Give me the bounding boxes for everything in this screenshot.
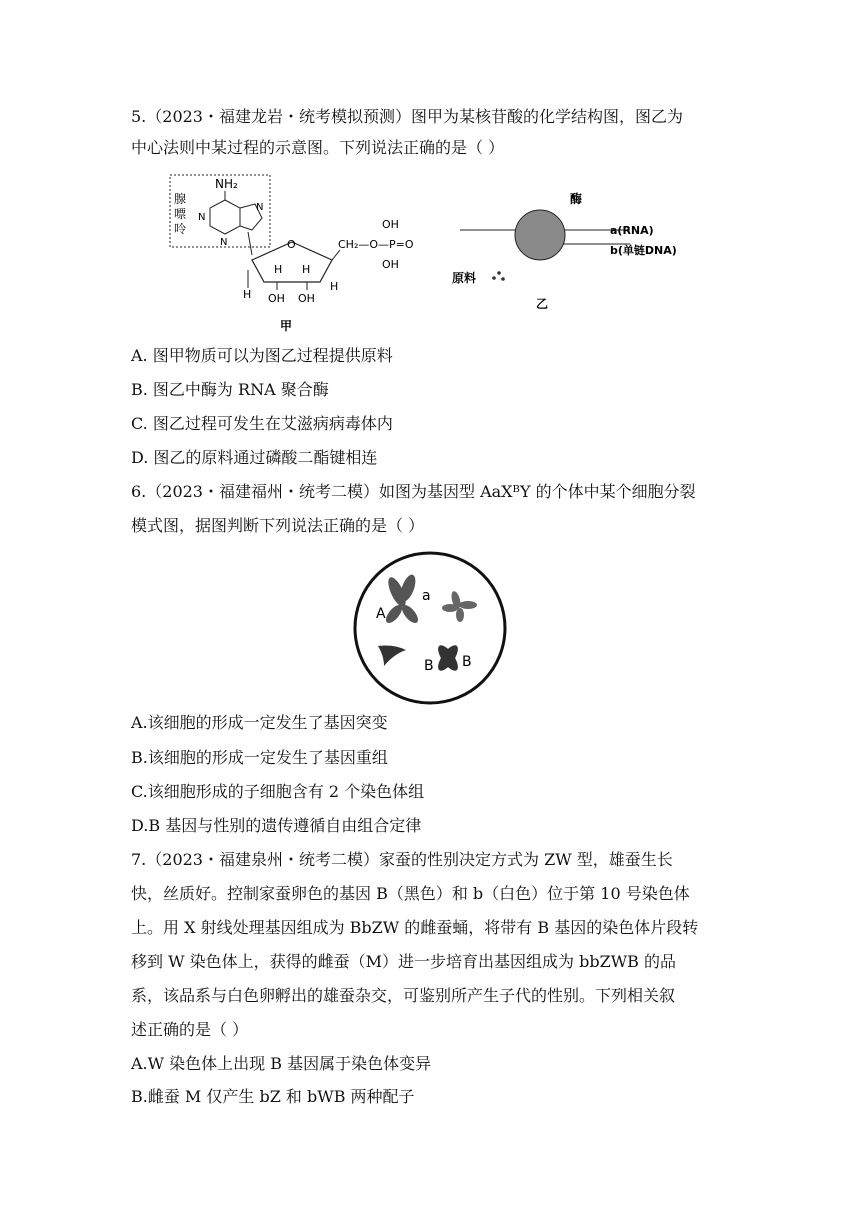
adenine-label-2: 嘌 (174, 207, 187, 221)
adenine-label-3: 呤 (174, 222, 187, 236)
enzyme-label: 酶 (570, 192, 583, 206)
q7-stem-line-4: 移到 W 染色体上，获得的雌蚕（M）进一步培育出基因组成为 bbZWB 的品 (131, 952, 676, 971)
oh-label: OH (298, 292, 315, 305)
h-label: H (302, 263, 311, 276)
material-dot (497, 271, 501, 275)
q6-option-b: B.该细胞的形成一定发生了基因重组 (131, 748, 388, 767)
ring-n-2: N (256, 202, 264, 213)
q5-option-c: C. 图乙过程可发生在艾滋病病毒体内 (131, 414, 393, 433)
material-label: 原料 (452, 271, 477, 285)
q6-stem-line-2: 模式图，据图判断下列说法正确的是（ ） (131, 516, 425, 535)
adenine-label-1: 腺 (174, 192, 187, 206)
figure-yi-label: 乙 (536, 297, 549, 311)
q5-stem-line-2: 中心法则中某过程的示意图。下列说法正确的是（ ） (131, 138, 505, 157)
q7-stem-line-3: 上。用 X 射线处理基因组成为 BbZW 的雌蚕蛹，将带有 B 基因的染色体片段转 (131, 918, 699, 937)
oh-label: OH (382, 218, 399, 231)
nh2-label: NH₂ (215, 177, 238, 191)
q7-stem-line-2: 快，丝质好。控制家蚕卵色的基因 B（黑色）和 b（白色）位于第 10 号染色体 (131, 884, 690, 903)
h-label: H (243, 288, 252, 301)
q5-option-a: A. 图甲物质可以为图乙过程提供原料 (131, 346, 393, 365)
q6-option-a: A.该细胞的形成一定发生了基因突变 (131, 713, 388, 732)
nucleotide-and-transcription-figure (160, 170, 700, 340)
figure-jia-label: 甲 (280, 319, 293, 333)
phosphate-group-label: CH₂—O—P=O (338, 238, 414, 251)
dna-label: b(单链DNA) (610, 244, 677, 257)
q7-stem-line-5: 系，该品系与白色卵孵出的雄蚕杂交，可鉴别所产生子代的性别。下列相关叙 (131, 986, 676, 1005)
q6-option-d: D.B 基因与性别的遗传遵循自由组合定律 (131, 816, 422, 835)
ribose-o: O (287, 238, 296, 251)
ring-n-1: N (198, 212, 206, 223)
gene-b-left-label: B (424, 658, 434, 674)
cell-division-figure (350, 548, 510, 708)
oh-label: OH (382, 258, 399, 271)
glycosidic-bond (248, 232, 252, 255)
cell-membrane (355, 553, 505, 703)
q5-option-d: D. 图乙的原料通过磷酸二酯键相连 (131, 448, 378, 467)
q7-stem-line-6: 述正确的是（ ） (131, 1020, 249, 1039)
material-dot (492, 276, 496, 280)
q6-option-c: C.该细胞形成的子细胞含有 2 个染色体组 (131, 782, 425, 801)
enzyme-circle (515, 210, 565, 260)
q7-option-b: B.雌蚕 M 仅产生 bZ 和 bWB 两种配子 (131, 1087, 415, 1106)
gene-a-upper-label: A (376, 606, 386, 622)
gene-a-lower-label: a (422, 588, 431, 604)
q5-stem-line-1: 5.（2023・福建龙岩・统考模拟预测）图甲为某核苷酸的化学结构图，图乙为 (131, 107, 683, 126)
q6-stem-line-1: 6.（2023・福建福州・统考二模）如图为基因型 AaXᴮY 的个体中某个细胞分裂 (131, 482, 696, 501)
rna-label: a(RNA) (610, 224, 654, 237)
q7-stem-line-1: 7.（2023・福建泉州・统考二模）家蚕的性别决定方式为 ZW 型，雄蚕生长 (131, 850, 673, 869)
ring-n-3: N (220, 237, 228, 248)
six-ring (210, 200, 240, 234)
h-label: H (274, 263, 283, 276)
q5-option-b: B. 图乙中酶为 RNA 聚合酶 (131, 380, 329, 399)
q7-option-a: A.W 染色体上出现 B 基因属于染色体变异 (131, 1054, 432, 1073)
gene-b-right-label: B (462, 654, 472, 670)
h-label: H (330, 280, 339, 293)
material-dot (501, 277, 505, 281)
oh-label: OH (268, 292, 285, 305)
bond-line (332, 250, 340, 260)
